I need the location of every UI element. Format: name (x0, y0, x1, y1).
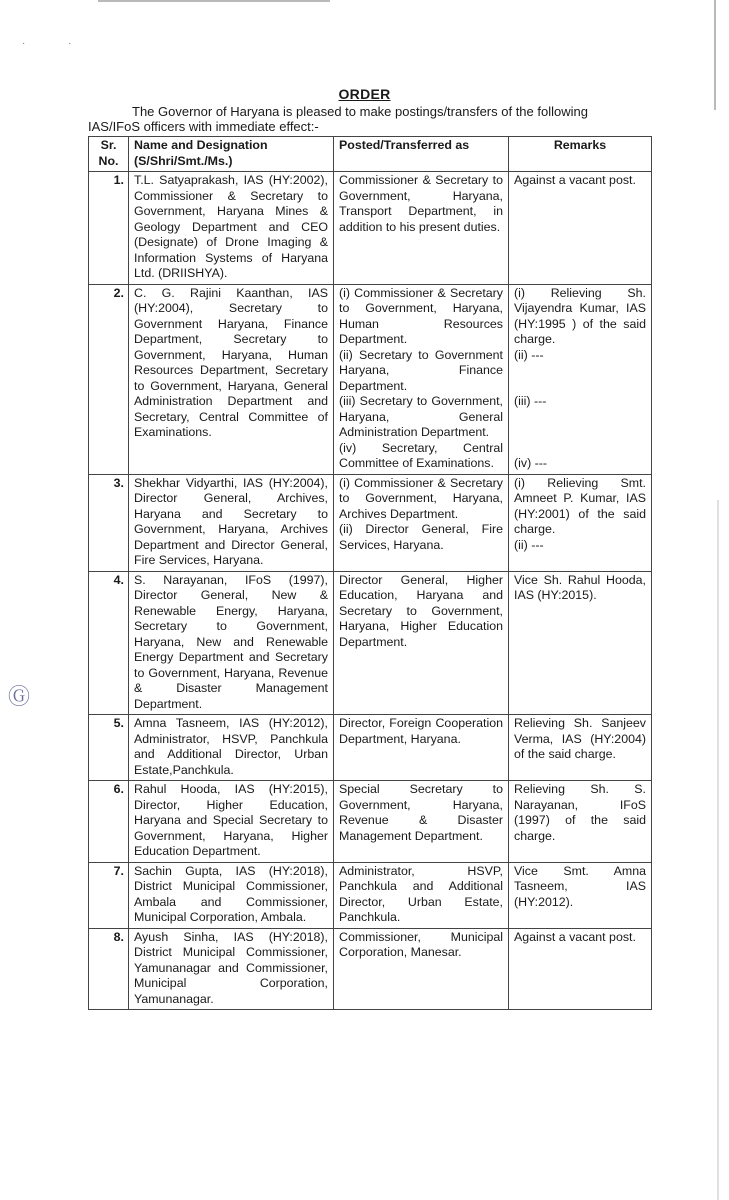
row-remarks (509, 284, 652, 474)
remark-item-i: (i) Relieving Sh. Vijayendra Kumar, IAS (HY:1995 ) of the said charge. (514, 285, 646, 346)
row-name-designation: T.L. Satyaprakash, IAS (HY:2002), Commissioner & Secretary to Government, Haryana Mines & Geology Department and CEO (Designate) of Drone Imaging & Information Systems of Haryana Ltd. (DRIISHYA). (129, 172, 334, 285)
row-name-designation: C. G. Rajini Kaanthan, IAS (HY:2004), Secretary to Government Haryana, Finance Department, Secretary to Government, Haryana, Human Resources Department, Secretary to Government, Haryana, General Administration Department and Secretary, Central Committee of Examinations. (129, 284, 334, 474)
table-row (89, 474, 652, 571)
posted-item-ii: (ii) Secretary to Government Haryana, Finance Department. (339, 347, 503, 393)
remark-item-i: (i) Relieving Smt. Amneet P. Kumar, IAS (HY:2001) of the said charge. (514, 475, 646, 536)
table-row (89, 172, 652, 285)
table-row (89, 862, 652, 928)
remark-item-iv: (iv) --- (514, 456, 548, 470)
row-sr-no: 4. (89, 571, 129, 715)
row-posted-as: Special Secretary to Government, Haryana, Revenue & Disaster Management Department. (334, 781, 509, 863)
header-name-designation: Name and Designation (S/Shri/Smt./Ms.) (129, 137, 334, 172)
table-row (89, 781, 652, 863)
row-remarks: Relieving Sh. Sanjeev Verma, IAS (HY:2004) of the said charge. (509, 715, 652, 781)
spacer (514, 379, 646, 395)
table-row (89, 571, 652, 715)
handwritten-margin-mark: Ⓖ (8, 685, 31, 710)
top-edge-line (98, 0, 330, 2)
row-remarks: Against a vacant post. (509, 928, 652, 1010)
row-name-designation: Sachin Gupta, IAS (HY:2018), District Municipal Commissioner, Ambala and Commissioner, Municipal Corporation, Ambala. (129, 862, 334, 928)
row-remarks (509, 474, 652, 571)
spacer (514, 363, 646, 379)
intro-paragraph (88, 104, 640, 134)
row-remarks: Vice Sh. Rahul Hooda, IAS (HY:2015). (509, 571, 652, 715)
header-posted-transferred: Posted/Transferred as (334, 137, 509, 172)
posted-item-i: (i) Commissioner & Secretary to Government, Haryana, Human Resources Department. (339, 285, 503, 346)
right-edge-line-lower (717, 500, 719, 1200)
row-name-designation: S. Narayanan, IFoS (1997), Director General, New & Renewable Energy, Haryana, Secretary to Government, Haryana, New and Renewable Energy Department and Secretary to Government, Haryana, Revenue & Disaster Management Department. (129, 571, 334, 715)
row-remarks: Relieving Sh. S. Narayanan, IFoS (1997) of the said charge. (509, 781, 652, 863)
table-header-row (89, 137, 652, 172)
row-name-designation: Amna Tasneem, IAS (HY:2012), Administrator, HSVP, Panchkula and Additional Director, Urban Estate,Panchkula. (129, 715, 334, 781)
remark-item-ii: (ii) --- (514, 347, 544, 362)
row-posted-as: Director, Foreign Cooperation Department, Haryana. (334, 715, 509, 781)
intro-line-1: The Governor of Haryana is pleased to make postings/transfers of the following (132, 104, 588, 119)
row-sr-no: 1. (89, 172, 129, 285)
row-posted-as: Administrator, HSVP, Panchkula and Additional Director, Urban Estate, Panchkula. (334, 862, 509, 928)
posted-item-ii: (ii) Director General, Fire Services, Haryana. (339, 522, 503, 552)
row-remarks: Against a vacant post. (509, 172, 652, 285)
row-name-designation: Shekhar Vidyarthi, IAS (HY:2004), Director General, Archives, Haryana and Secretary to Government, Haryana, Archives Department and Director General, Fire Services, Haryana. (129, 474, 334, 571)
header-remarks: Remarks (509, 137, 652, 172)
row-sr-no: 7. (89, 862, 129, 928)
remark-item-iii: (iii) --- (514, 394, 547, 408)
row-remarks: Vice Smt. Amna Tasneem, IAS (HY:2012). (509, 862, 652, 928)
order-heading: ORDER (338, 86, 391, 102)
table-row (89, 284, 652, 474)
row-sr-no: 3. (89, 474, 129, 571)
row-name-designation: Rahul Hooda, IAS (HY:2015), Director, Higher Education, Haryana and Special Secretary to Government, Haryana, Higher Education Department. (129, 781, 334, 863)
intro-line-2: IAS/IFoS officers with immediate effect:- (88, 119, 319, 134)
row-name-designation: Ayush Sinha, IAS (HY:2018), District Municipal Commissioner, Yamunanagar and Commissioner, Municipal Corporation, Yamunanagar. (129, 928, 334, 1010)
header-sr-no: Sr. No. (89, 137, 129, 172)
scan-specks: · · (22, 38, 92, 49)
spacer (514, 441, 646, 457)
row-posted-as: Commissioner & Secretary to Government, Haryana, Transport Department, in addition to his present duties. (334, 172, 509, 285)
spacer (514, 425, 646, 441)
row-sr-no: 8. (89, 928, 129, 1010)
row-sr-no: 5. (89, 715, 129, 781)
spacer (514, 410, 646, 426)
postings-table (88, 136, 652, 1010)
table-row (89, 928, 652, 1010)
posted-item-i: (i) Commissioner & Secretary to Government, Haryana, Archives Department. (339, 475, 503, 521)
table-row (89, 715, 652, 781)
row-posted-as (334, 474, 509, 571)
posted-item-iii: (iii) Secretary to Government, Haryana, General Administration Department. (339, 394, 503, 439)
row-posted-as: Commissioner, Municipal Corporation, Manesar. (334, 928, 509, 1010)
row-sr-no: 2. (89, 284, 129, 474)
row-posted-as (334, 284, 509, 474)
remark-item-ii: (ii) --- (514, 537, 544, 552)
row-posted-as: Director General, Higher Education, Haryana and Secretary to Government, Haryana, Higher Education Department. (334, 571, 509, 715)
posted-item-iv: (iv) Secretary, Central Committee of Examinations. (339, 440, 503, 470)
row-sr-no: 6. (89, 781, 129, 863)
